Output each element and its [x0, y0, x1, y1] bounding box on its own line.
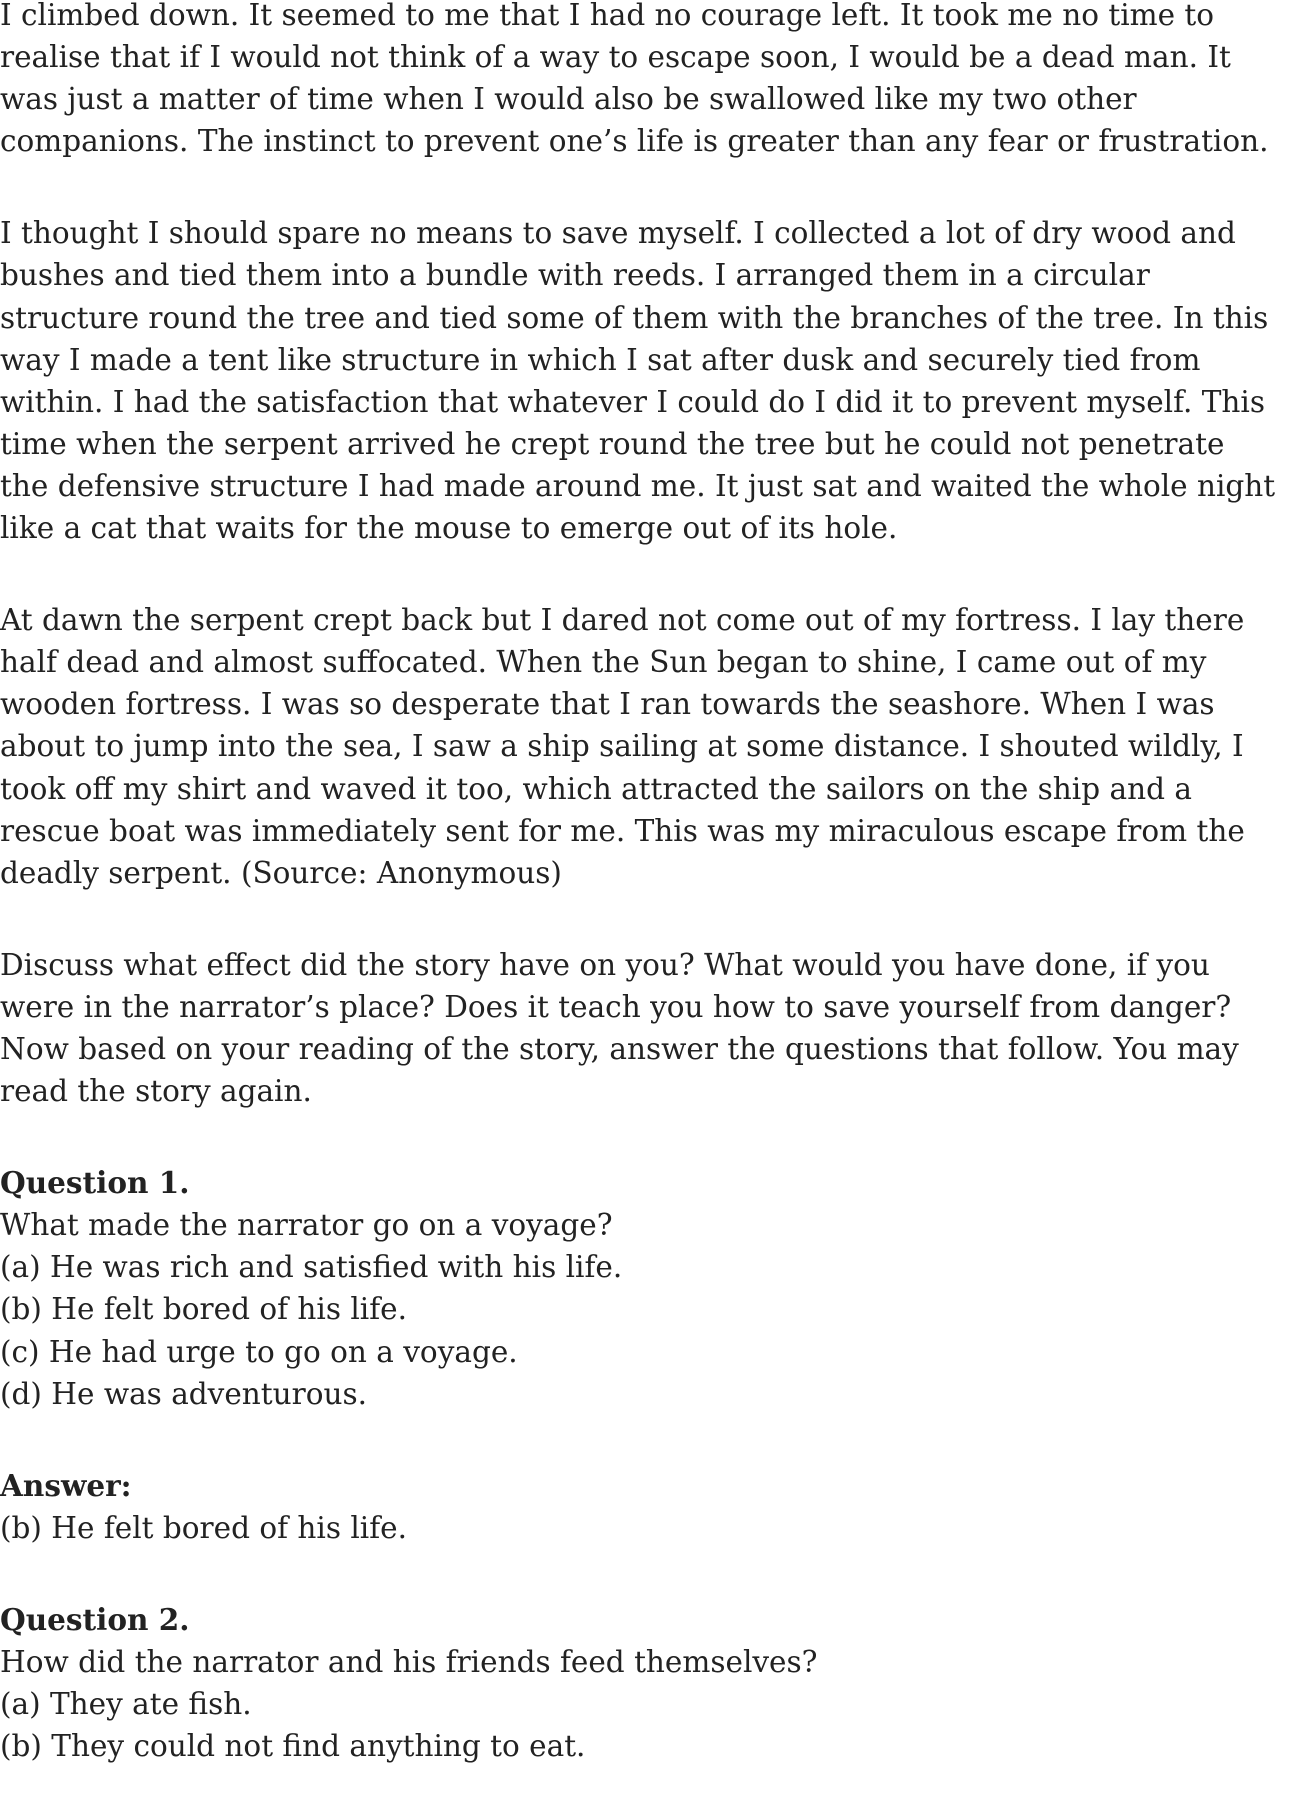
answer-1-text: (b) He felt bored of his life. — [0, 1510, 407, 1545]
story-paragraph-3 — [0, 599, 1294, 894]
text-line: was just a matter of time when I would also be swallowed like my two other — [0, 82, 1137, 117]
question-1-option-b: (b) He felt bored of his life. — [0, 1292, 407, 1327]
text-line: were in the narrator’s place? Does it teach you how to save yourself from danger? — [0, 989, 1232, 1024]
text-line: Now based on your reading of the story, answer the questions that follow. You may — [0, 1031, 1239, 1066]
text-line: the defensive structure I had made around me. It just sat and waited the whole night — [0, 468, 1276, 503]
question-1-option-a: (a) He was rich and satisfied with his life. — [0, 1250, 623, 1285]
text-line: structure round the tree and tied some of them with the branches of the tree. In this — [0, 300, 1269, 335]
text-line: time when the serpent arrived he crept round the tree but he could not penetrate — [0, 426, 1225, 461]
text-line: rescue boat was immediately sent for me. This was my miraculous escape from the — [0, 813, 1245, 848]
text-line: like a cat that waits for the mouse to emerge out of its hole. — [0, 511, 898, 546]
text-line: wooden fortress. I was so desperate that I ran towards the seashore. When I was — [0, 687, 1215, 722]
text-line: deadly serpent. (Source: Anonymous) — [0, 855, 562, 890]
text-line: bushes and tied them into a bundle with reeds. I arranged them in a circular — [0, 258, 1150, 293]
question-1-option-c: (c) He had urge to go on a voyage. — [0, 1334, 518, 1369]
text-line: within. I had the satisfaction that whatever I could do I did it to prevent myself. This — [0, 384, 1265, 419]
question-1-heading: Question 1. — [0, 1165, 190, 1201]
text-line: I thought I should spare no means to save myself. I collected a lot of dry wood and — [0, 216, 1236, 251]
question-1-prompt: What made the narrator go on a voyage? — [0, 1208, 613, 1243]
text-line: half dead and almost suffocated. When the Sun began to shine, I came out of my — [0, 645, 1207, 680]
question-1-option-d: (d) He was adventurous. — [0, 1376, 368, 1411]
text-line: Discuss what effect did the story have on you? What would you have done, if you — [0, 947, 1210, 982]
question-2-option-a: (a) They ate fish. — [0, 1687, 252, 1722]
text-line: took off my shirt and waved it too, which attracted the sailors on the ship and a — [0, 771, 1192, 806]
question-2-heading: Question 2. — [0, 1601, 190, 1637]
story-paragraph-1 — [0, 0, 1294, 162]
text-line: about to jump into the sea, I saw a ship sailing at some distance. I shouted wildly, I — [0, 729, 1244, 764]
question-1-block — [0, 1162, 1294, 1415]
text-line: realise that if I would not think of a way to escape soon, I would be a dead man. It — [0, 40, 1231, 75]
answer-1-heading: Answer: — [0, 1467, 132, 1503]
text-line: I climbed down. It seemed to me that I had no courage left. It took me no time to — [0, 0, 1215, 32]
story-paragraph-2 — [0, 212, 1294, 549]
text-line: At dawn the serpent crept back but I dared not come out of my fortress. I lay there — [0, 603, 1245, 638]
discussion-paragraph — [0, 944, 1294, 1112]
question-2-prompt: How did the narrator and his friends feed themselves? — [0, 1645, 818, 1679]
text-line: way I made a tent like structure in which I sat after dusk and securely tied from — [0, 342, 1201, 377]
question-2-block — [0, 1599, 1294, 1767]
text-line: read the story again. — [0, 1074, 312, 1109]
answer-1-block — [0, 1465, 1294, 1549]
question-2-option-b: (b) They could not find anything to eat. — [0, 1729, 586, 1764]
text-line: companions. The instinct to prevent one’s life is greater than any fear or frustration. — [0, 124, 1269, 159]
